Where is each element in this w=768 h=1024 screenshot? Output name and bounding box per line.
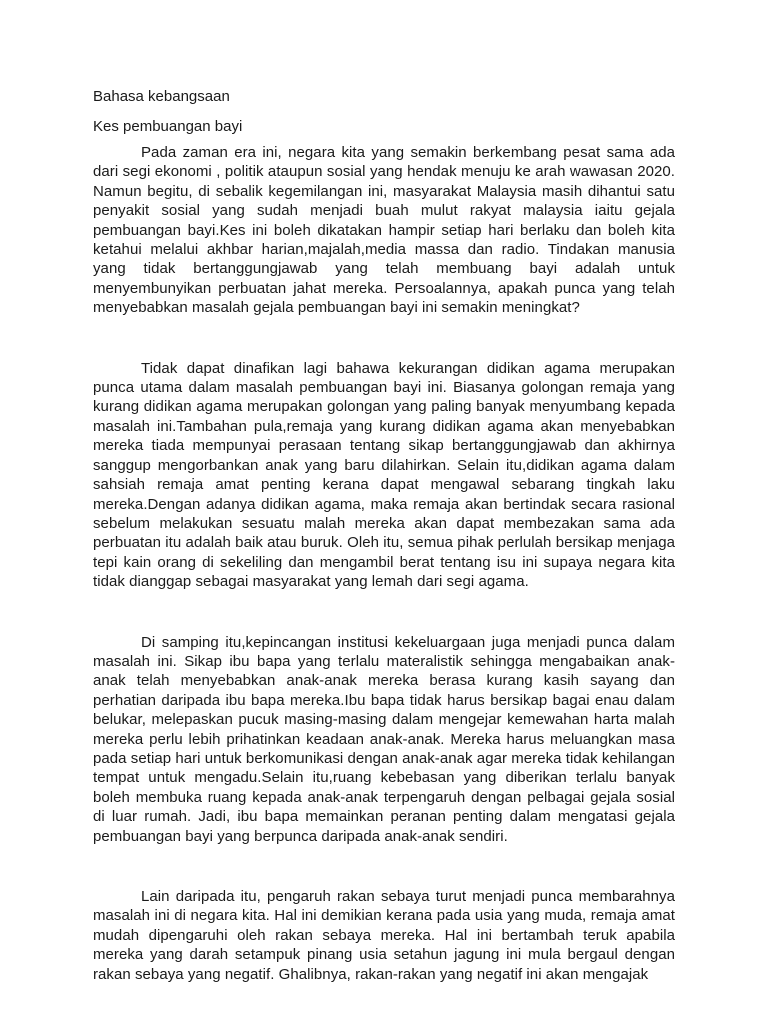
paragraph-religious-education: Tidak dapat dinafikan lagi bahawa kekurangan didikan agama merupakan punca utama dalam masalah pembuangan bayi ini. Biasanya golongan remaja yang kurang didikan agama merupakan golongan yang paling banyak menyumbang kepada masalah ini.Tambahan pula,remaja yang kurang didikan agama akan menyebabkan mereka tiada mempunyai perasaan tentang sikap bertanggungjawab dan akhirnya sanggup mengorbankan anak yang baru dilahirkan. Selain itu,didikan agama dalam sahsiah remaja amat penting kerana dapat mengawal sebarang tingkah laku mereka.Dengan adanya didikan agama, maka remaja akan bertindak secara rasional sebelum melakukan sesuatu malah mereka akan dapat membezakan sama ada perbuatan itu adalah baik atau buruk. Oleh itu, semua pihak perlulah bersikap menjaga tepi kain orang di sekeliling dan mengambil berat tentang isu ini supaya negara kita tidak dianggap sebagai masyarakat yang lemah dari segi agama. <box>93 359 675 591</box>
paragraph-family-institution: Di samping itu,kepincangan institusi kekeluargaan juga menjadi punca dalam masalah ini. Sikap ibu bapa yang terlalu materalistik sehingga mengabaikan anak-anak telah menyebabkan anak-anak mereka berasa kurang kasih sayang dan perhatian daripada ibu bapa mereka.Ibu bapa tidak harus bersikap bagai enau dalam belukar, melepaskan pucuk masing-masing dalam mengejar kemewahan harta malah mereka perlu lebih prihatinkan keadaan anak-anak. Mereka harus meluangkan masa pada setiap hari untuk berkomunikasi dengan anak-anak agar mereka tidak kehilangan tempat untuk mengadu.Selain itu,ruang kebebasan yang diberikan terlalu banyak boleh membuka ruang kepada anak-anak terpengaruh dengan pelbagai gejala sosial di luar rumah. Jadi, ibu bapa memainkan peranan penting dalam mengatasi gejala pembuangan bayi yang berpunca daripada anak-anak sendiri. <box>93 633 675 845</box>
paragraph-peer-influence: Lain daripada itu, pengaruh rakan sebaya turut menjadi punca membarahnya masalah ini di negara kita. Hal ini demikian kerana pada usia yang muda, remaja amat mudah dipengaruhi oleh rakan sebaya mereka. Hal ini bertambah teruk apabila mereka yang darah setampuk pinang usia setahun jagung ini mula bergaul dengan rakan sebaya yang negatif. Ghalibnya, rakan-rakan yang negatif ini akan mengajak <box>93 888 675 983</box>
paragraph-introduction: Pada zaman era ini, negara kita yang semakin berkembang pesat sama ada dari segi ekonomi , politik ataupun sosial yang hendak menuju ke arah wawasan 2020. Namun begitu, di sebalik kegemilangan ini, masyarakat Malaysia masih dihantui satu penyakit sosial yang sudah menjadi buah mulut rakyat malaysia iaitu gejala pembuangan bayi.Kes ini boleh dikatakan hampir setiap hari berlaku dan boleh kita ketahui melalui akhbar harian,majalah,media massa dan radio. Tindakan manusia yang tidak bertanggungjawab yang telah membuang bayi adalah untuk menyembunyikan perbuatan jahat mereka. Persoalannya, apakah punca yang telah menyebabkan masalah gejala pembuangan bayi ini semakin meningkat? <box>93 144 675 317</box>
document-page <box>93 86 675 984</box>
document-subheading: Kes pembuangan bayi <box>93 118 243 135</box>
document-heading: Bahasa kebangsaan <box>93 88 230 105</box>
